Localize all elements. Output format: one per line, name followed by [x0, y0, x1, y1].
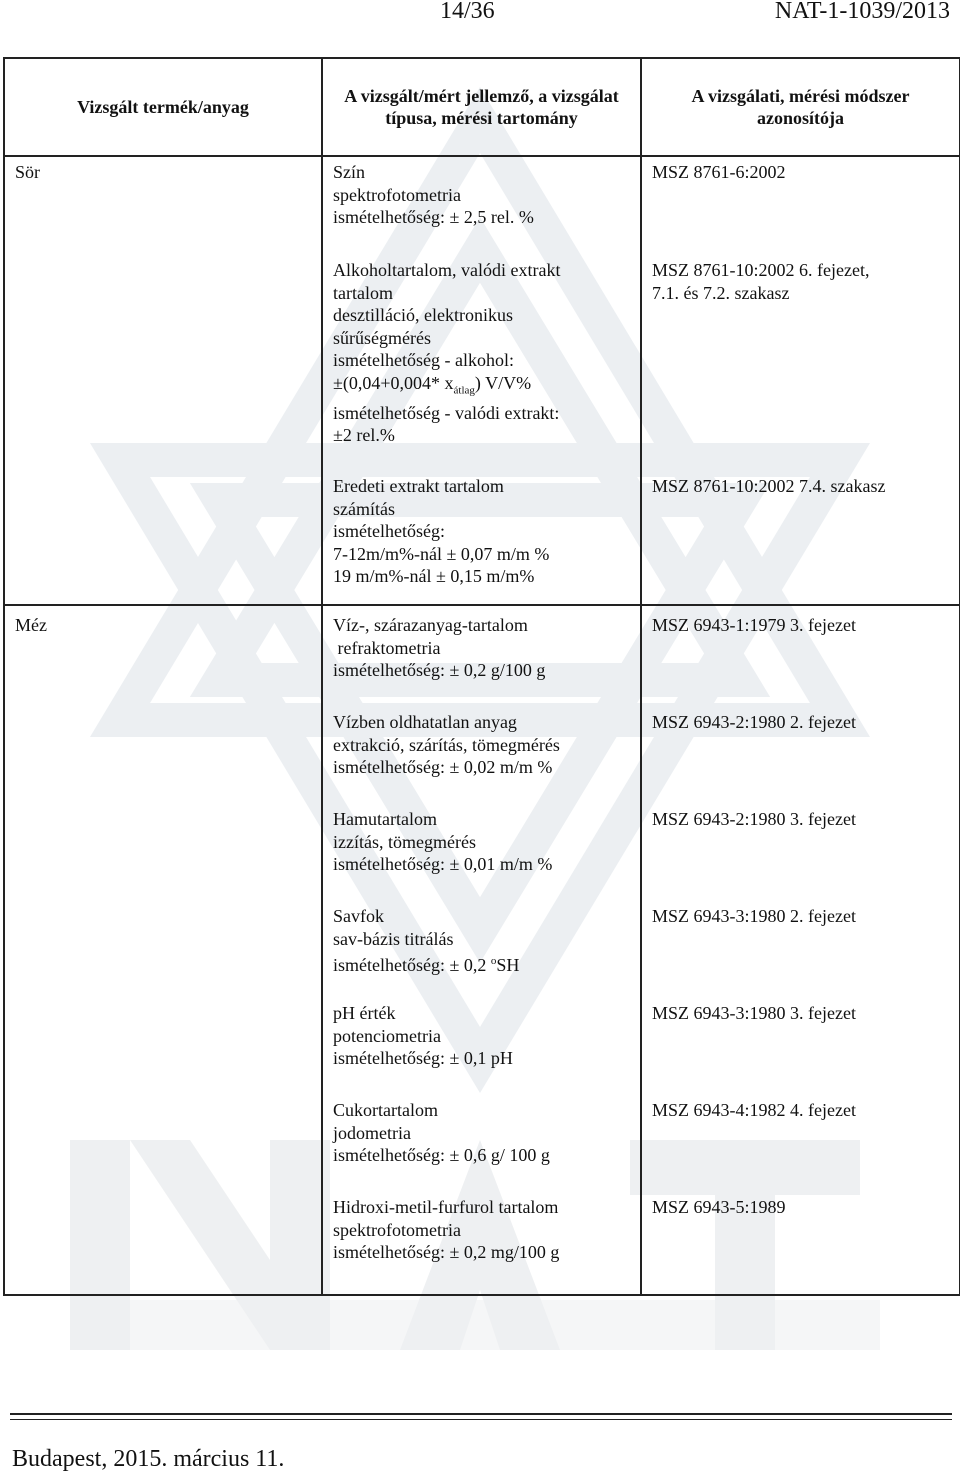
method-line: MSZ 6943-3:1980 3. fejezet — [652, 1003, 856, 1023]
characteristics-cell — [322, 605, 641, 1295]
entry-line: számítás — [333, 498, 395, 519]
list-item — [642, 711, 959, 808]
page-number: 14/36 — [440, 0, 495, 24]
entry-line: tartalom — [333, 282, 393, 303]
entry-line: spektrofotometria — [333, 1219, 461, 1240]
entry-line: extrakció, szárítás, tömegmérés — [333, 734, 560, 755]
formula-text: ±(0,04+0,004* x — [333, 372, 454, 393]
formula-unit: ) V/V% — [474, 372, 532, 393]
entry-line — [333, 950, 636, 977]
method-line: MSZ 6943-2:1980 3. fejezet — [652, 809, 856, 829]
entry-line: Vízben oldhatatlan anyag — [333, 712, 517, 732]
degree-superscript: o — [490, 955, 497, 967]
list-item — [642, 614, 959, 711]
repeatability-text: ismételhetőség: ± 0,2 — [333, 955, 491, 975]
method-line: MSZ 6943-5:1989 — [652, 1197, 786, 1217]
list-item — [323, 1196, 640, 1264]
entry-line: ismételhetőség: — [333, 521, 445, 541]
list-item — [323, 1002, 640, 1099]
entry-line: ismételhetőség: ± 2,5 rel. % — [333, 207, 534, 227]
method-line: MSZ 8761-6:2002 — [652, 162, 786, 182]
method-line: MSZ 6943-4:1982 4. fejezet — [652, 1100, 856, 1120]
entry-line: ismételhetőség - alkohol: — [333, 350, 514, 370]
entry-line: Savfok — [333, 906, 384, 926]
list-item — [323, 1099, 640, 1196]
entry-line: Alkoholtartalom, valódi extrakt — [333, 260, 561, 280]
footer-divider — [10, 1419, 952, 1420]
list-item — [323, 259, 640, 475]
entry-line: Cukortartalom — [333, 1100, 438, 1120]
entry-line: ismételhetőség: ± 0,6 g/ 100 g — [333, 1145, 550, 1165]
unit-text: SH — [496, 955, 520, 975]
entry-line: pH érték — [333, 1003, 396, 1023]
list-item — [323, 905, 640, 1002]
entry-line — [333, 372, 636, 402]
table-header-row — [4, 58, 960, 156]
entry-line: ismételhetőség: ± 0,01 m/m % — [333, 854, 553, 874]
list-item — [323, 614, 640, 711]
method-line: MSZ 6943-1:1979 3. fejezet — [652, 615, 856, 635]
product-cell: Méz — [4, 605, 322, 1295]
method-line: MSZ 6943-2:1980 2. fejezet — [652, 712, 856, 732]
list-item — [323, 808, 640, 905]
entry-line: refraktometria — [333, 637, 441, 658]
list-item — [642, 905, 959, 1002]
accreditation-table — [3, 57, 960, 1296]
entry-line: ismételhetőség: ± 0,2 g/100 g — [333, 660, 546, 680]
list-item — [642, 475, 959, 498]
entry-line: 19 m/m%-nál ± 0,15 m/m% — [333, 566, 535, 586]
table-row-honey — [4, 605, 960, 1295]
entry-line: Eredeti extrakt tartalom — [333, 476, 504, 496]
list-item — [642, 1002, 959, 1099]
list-item — [642, 1196, 959, 1219]
list-item — [642, 1099, 959, 1196]
entry-line: Hidroxi-metil-furfurol tartalom — [333, 1197, 559, 1217]
entry-line: spektrofotometria — [333, 184, 461, 205]
header-method: A vizsgálati, mérési módszer azonosítója — [641, 58, 960, 156]
entry-line: ismételhetőség: ± 0,2 mg/100 g — [333, 1242, 560, 1262]
document-code: NAT-1-1039/2013 — [774, 0, 950, 24]
list-item — [323, 157, 640, 259]
entry-line: ismételhetőség: ± 0,02 m/m % — [333, 757, 553, 777]
entry-line: Víz-, szárazanyag-tartalom — [333, 615, 528, 635]
list-item — [642, 259, 959, 475]
methods-cell — [641, 605, 960, 1295]
method-line: MSZ 8761-10:2002 6. fejezet, — [652, 260, 870, 280]
entry-line: 7-12m/m%-nál ± 0,07 m/m % — [333, 543, 550, 564]
list-item — [323, 475, 640, 588]
footer-place-date: Budapest, 2015. március 11. — [12, 1446, 285, 1472]
entry-line: desztilláció, elektronikus — [333, 305, 513, 325]
header-characteristic: A vizsgált/mért jellemző, a vizsgálat típusa, mérési tartomány — [322, 58, 641, 156]
list-item — [323, 711, 640, 808]
list-item — [642, 808, 959, 905]
entry-line: izzítás, tömegmérés — [333, 831, 476, 852]
footer-divider — [10, 1413, 952, 1415]
characteristics-cell — [322, 156, 641, 605]
method-line: MSZ 8761-10:2002 7.4. szakasz — [652, 476, 886, 496]
list-item — [642, 157, 959, 259]
entry-line: jodometria — [333, 1122, 411, 1143]
entry-line: ±2 rel.% — [333, 425, 395, 446]
entry-line: potenciometria — [333, 1025, 441, 1046]
header-product: Vizsgált termék/anyag — [4, 58, 322, 156]
method-line: MSZ 6943-3:1980 2. fejezet — [652, 906, 856, 926]
product-cell: Sör — [4, 156, 322, 605]
methods-cell — [641, 156, 960, 605]
entry-line: sűrűségmérés — [333, 327, 431, 348]
entry-line: ismételhetőség - valódi extrakt: — [333, 402, 560, 423]
table-row-beer — [4, 156, 960, 605]
entry-line: Szín — [333, 162, 366, 182]
entry-line: ismételhetőség: ± 0,1 pH — [333, 1048, 513, 1068]
method-line: 7.1. és 7.2. szakasz — [652, 282, 790, 303]
entry-line: sav-bázis titrálás — [333, 928, 454, 949]
entry-line: Hamutartalom — [333, 809, 437, 829]
formula-subscript: átlag — [453, 384, 475, 397]
